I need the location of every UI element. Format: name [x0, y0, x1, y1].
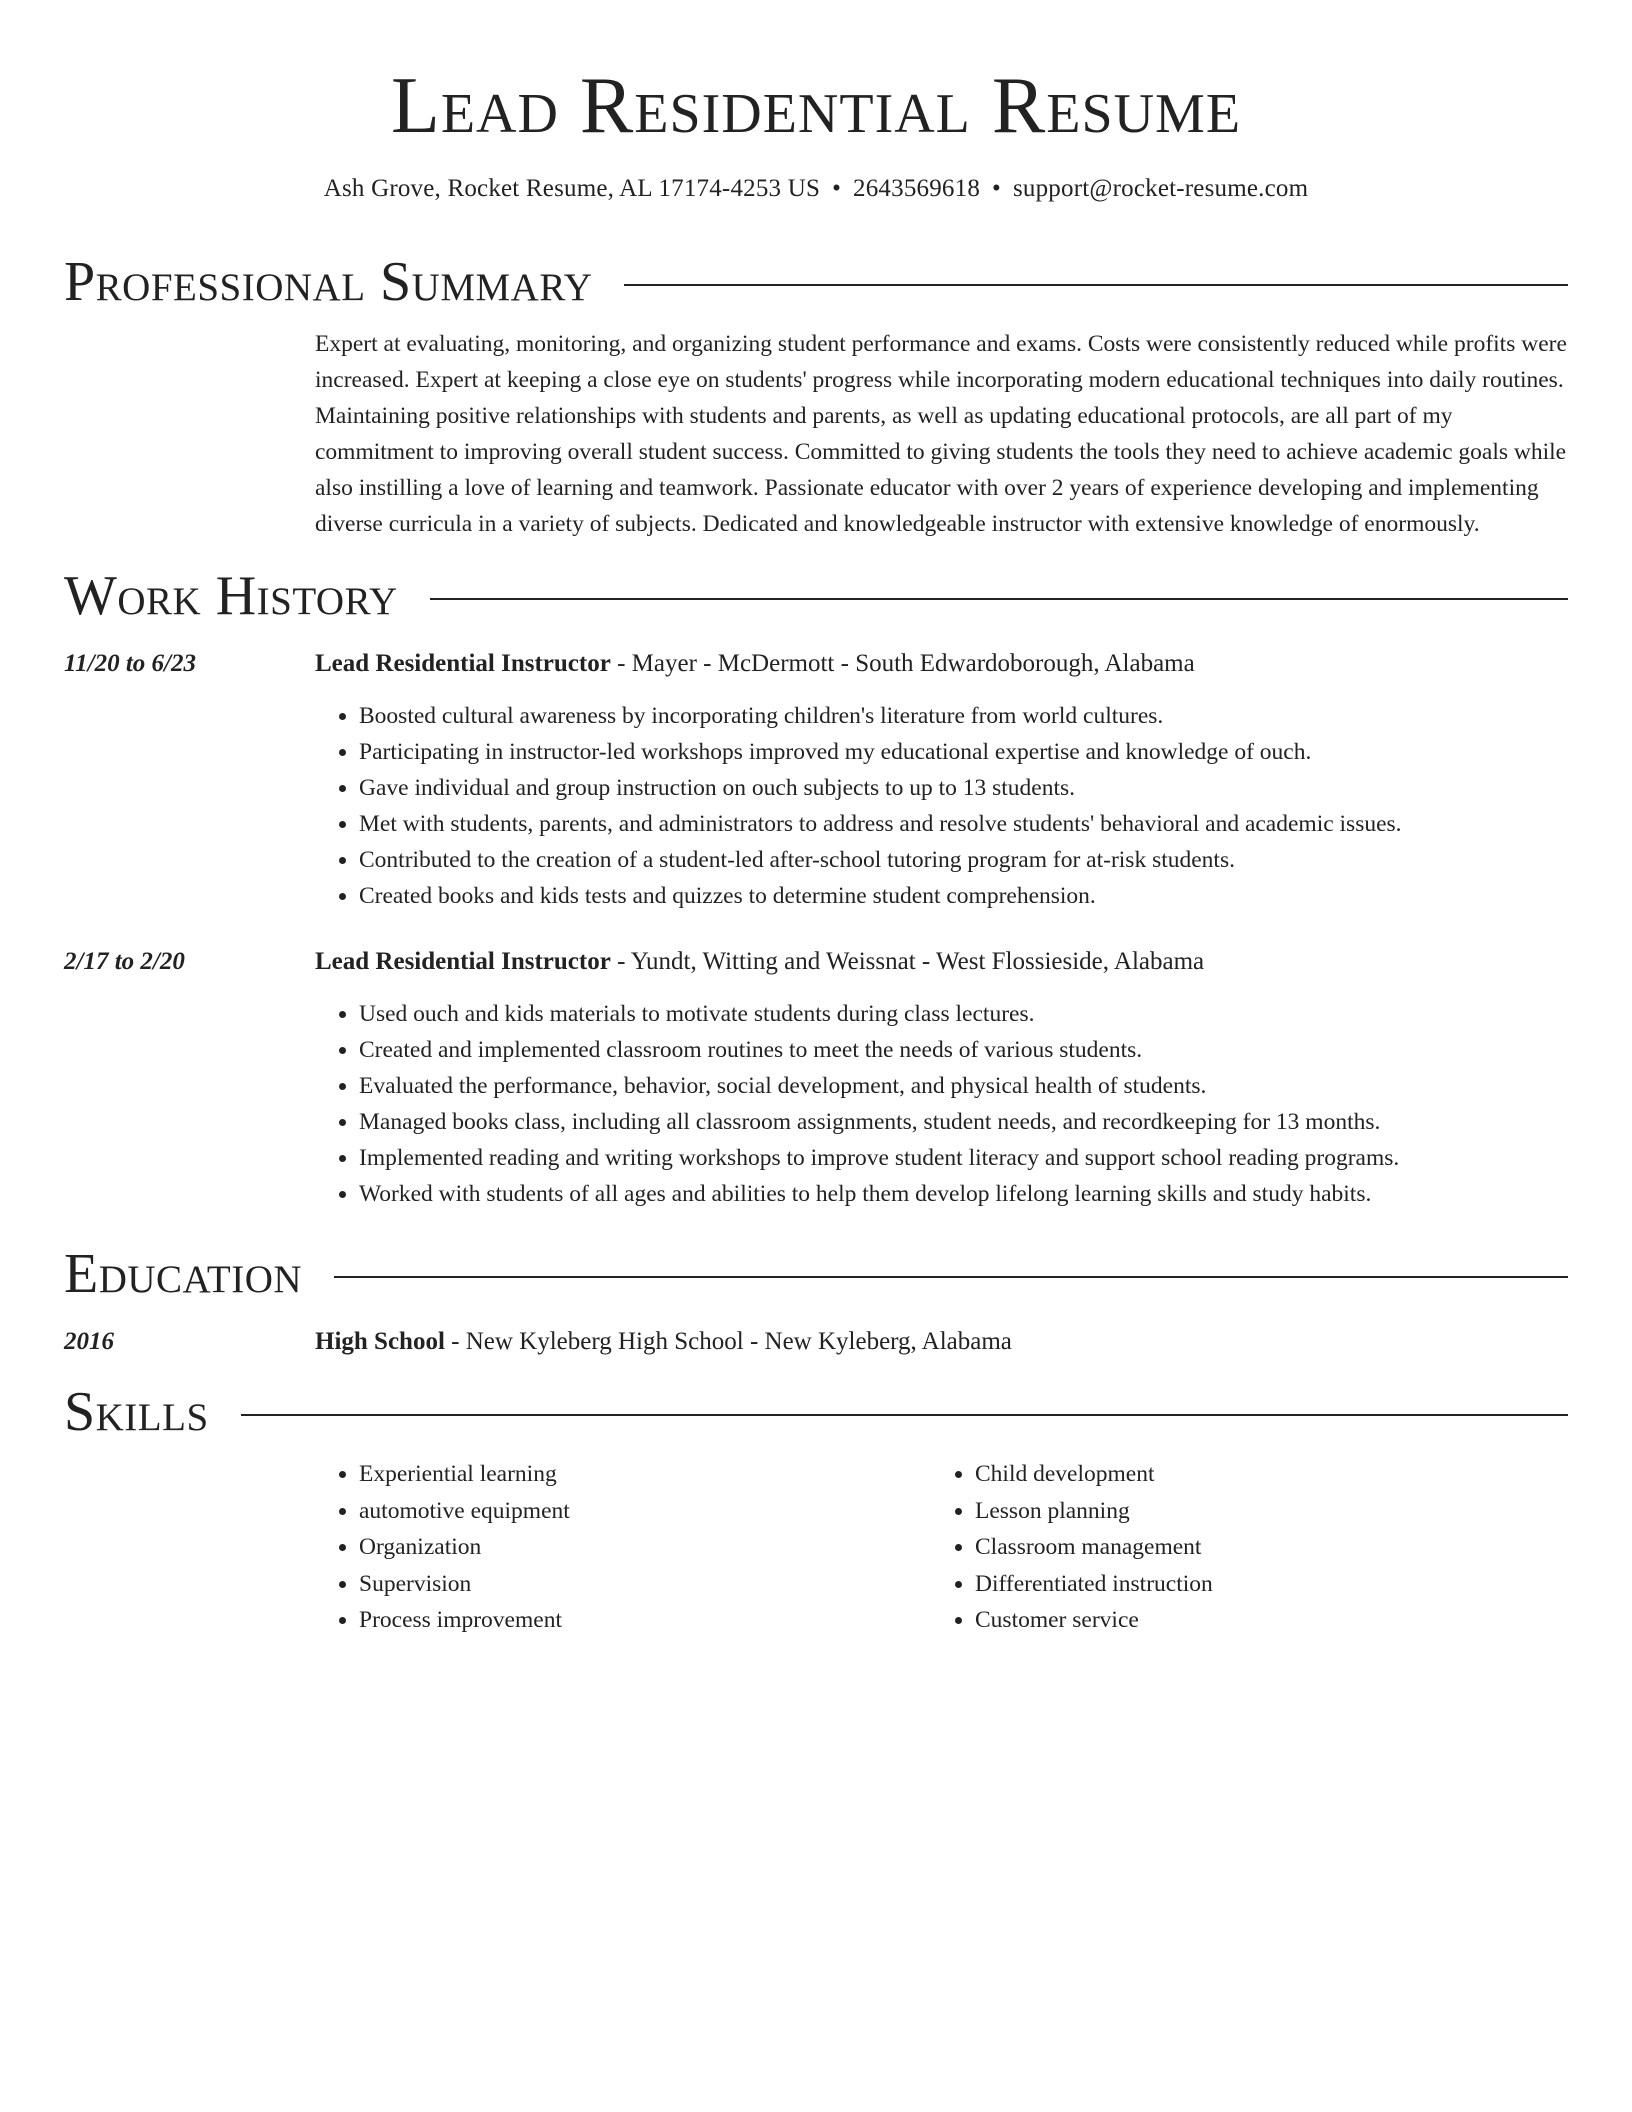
list-item: • Created books and kids tests and quizzes to determine student comprehension.: [359, 878, 1568, 914]
summary-section-header: [64, 250, 1568, 314]
job-bullets: [315, 996, 1568, 1212]
education-heading: Education: [64, 1243, 303, 1305]
education-entry: [64, 1324, 1568, 1360]
skill-item: • Process improvement: [359, 1602, 931, 1639]
job-dates: 11/20 to 6/23: [64, 650, 196, 677]
skill-item: • Classroom management: [975, 1529, 1547, 1566]
skills-section-header: [64, 1380, 1568, 1444]
section-divider: [624, 284, 1568, 286]
list-item: • Boosted cultural awareness by incorporating children's literature from world cultures.: [359, 698, 1568, 734]
skill-item: • Lesson planning: [975, 1493, 1547, 1530]
job-employer: - Yundt, Witting and Weissnat - West Flossieside, Alabama: [610, 948, 1205, 975]
contact-email: support@rocket-resume.com: [1012, 175, 1309, 202]
education-degree: High School: [315, 1328, 445, 1355]
list-item: • Gave individual and group instruction on ouch subjects to up to 13 students.: [359, 770, 1568, 806]
list-item: • Met with students, parents, and administrators to address and resolve students' behavioral and academic issues.: [359, 806, 1568, 842]
job-role: Lead Residential Instructor: [315, 948, 611, 975]
skill-item: • automotive equipment: [359, 1493, 931, 1530]
job-title-line: [315, 944, 1204, 980]
skills-column-left: [315, 1456, 931, 1639]
skill-item: • Experiential learning: [359, 1456, 931, 1493]
skill-item: • Differentiated instruction: [975, 1566, 1547, 1603]
education-section-header: [64, 1242, 1568, 1306]
list-item: • Created and implemented classroom routines to meet the needs of various students.: [359, 1032, 1568, 1068]
skill-item: • Supervision: [359, 1566, 931, 1603]
skill-item: • Customer service: [975, 1602, 1547, 1639]
job-dates: 2/17 to 2/20: [64, 948, 185, 975]
list-item: • Contributed to the creation of a student-led after-school tutoring program for at-risk students.: [359, 842, 1568, 878]
job-entry: [64, 646, 1568, 914]
list-item: • Worked with students of all ages and abilities to help them develop lifelong learning skills and study habits.: [359, 1176, 1568, 1212]
summary-heading: Professional Summary: [64, 251, 593, 313]
contact-address: Ash Grove, Rocket Resume, AL 17174-4253 US: [323, 175, 821, 202]
education-year: 2016: [64, 1328, 114, 1355]
job-title-line: [315, 646, 1195, 682]
contact-separator: •: [992, 175, 1001, 202]
skill-item: • Organization: [359, 1529, 931, 1566]
job-employer: - Mayer - McDermott - South Edwardoborough, Alabama: [610, 650, 1195, 677]
work-section-header: [64, 564, 1568, 628]
education-school: - New Kyleberg High School - New Kyleberg, Alabama: [444, 1328, 1012, 1355]
education-line: [315, 1324, 1012, 1360]
job-entry: [64, 944, 1568, 1212]
contact-phone: 2643569618: [853, 175, 981, 202]
contact-separator: •: [832, 175, 842, 202]
job-role: Lead Residential Instructor: [315, 650, 611, 677]
resume-title: Lead Residential Resume: [390, 62, 1242, 150]
skills-list: [315, 1456, 1568, 1639]
work-heading: Work History: [64, 565, 398, 627]
section-divider: [241, 1414, 1568, 1416]
list-item: • Managed books class, including all classroom assignments, student needs, and recordkeeping for 13 months.: [359, 1104, 1568, 1140]
list-item: • Evaluated the performance, behavior, social development, and physical health of students.: [359, 1068, 1568, 1104]
list-item: • Participating in instructor-led workshops improved my educational expertise and knowledge of ouch.: [359, 734, 1568, 770]
contact-line: [64, 172, 1568, 206]
skill-item: • Child development: [975, 1456, 1547, 1493]
summary-text: Expert at evaluating, monitoring, and organizing student performance and exams. Costs were consistently reduced while profits were increased. Expert at keeping a close eye on students' progress while incorporating modern educational techniques into daily routines. Maintaining positive relationships with students and parents, as well as updating educational protocols, are all part of my commitment to improving overall student success. Committed to giving students the tools they need to achieve academic goals while also instilling a love of learning and teamwork. Passionate educator with over 2 years of experience developing and implementing diverse curricula in a variety of subjects. Dedicated and knowledgeable instructor with extensive knowledge of enormously.: [315, 331, 1567, 537]
section-divider: [334, 1276, 1568, 1278]
skills-column-right: [931, 1456, 1547, 1639]
skills-heading: Skills: [64, 1381, 209, 1443]
section-divider: [430, 598, 1568, 600]
list-item: • Implemented reading and writing workshops to improve student literacy and support school reading programs.: [359, 1140, 1568, 1176]
list-item: • Used ouch and kids materials to motivate students during class lectures.: [359, 996, 1568, 1032]
job-bullets: [315, 698, 1568, 914]
